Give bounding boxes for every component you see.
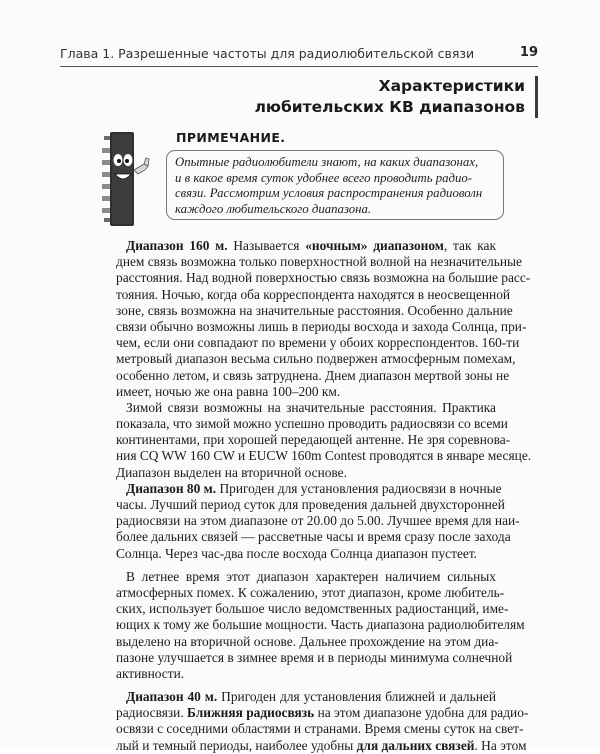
band-80m-heading: Диапазон 80 м. [126,480,217,496]
paragraph-80m-line: радиосвязи на этом диапазоне от 20.00 до 5.00. Лучшее время для наи- [116,513,520,529]
paragraph-winter-line: ния CQ WW 160 CW и EUCW 160m Contest проводятся в январе месяце. [116,448,532,464]
mascot-resistor-icon [96,126,154,232]
section-heading-line-1: Характеристики [378,77,525,95]
paragraph-summer-line: атмосферных помех. К сожалению, этот диапазон, кроме любитель- [116,584,505,600]
night-band-term: «ночным» диапазоном [305,238,444,253]
paragraph-winter-line: показала, что зимой можно успешно проводить радиосвязи со всеми [116,416,508,432]
section-heading [225,76,538,118]
paragraph-summer-line: активности. [116,665,185,681]
note-label: ПРИМЕЧАНИЕ. [176,130,286,145]
paragraph-80m-line: более дальних связей — рассветные часы и время сразу после захода [116,529,511,545]
paragraph-winter-line: Диапазон выделен на вторичной основе. [116,464,347,480]
paragraph-summer-line: ских, использует большое число ведомственных радиостанций, име- [116,601,509,617]
paragraph-160m-line: Диапазон 160 м. Называется «ночным» диапазоном, так как [126,238,497,253]
note-line: Опытные радиолюбители знают, на каких диапазонах, [175,155,479,169]
chapter-title: Глава 1. Разрешенные частоты для радиолюбительской связи [60,46,475,61]
paragraph-40m-line: лый и темный периоды, наиболее удобны для дальних связей. На этом [116,737,527,753]
paragraph-summer-line: В летнее время этот диапазон характерен наличием сильных [126,568,496,584]
note-box [166,150,504,220]
band-40m-heading: Диапазон 40 м. [126,689,218,705]
paragraph-80m-line: Солнца. Через час-два после восхода Солнца диапазон пустеет. [116,545,478,561]
paragraph-winter-line: Зимой связи возможны на значительные расстояния. Практика [126,399,496,415]
paragraph-160m-line: особенно летом, и связь затруднена. Днем диапазон мертвой зоны не [116,367,510,383]
paragraph-160m-line: связи обычно возможны лишь в периоды восхода и захода Солнца, при- [116,318,527,334]
paragraph-40m-line: радиосвязи. Ближняя радиосвязь на этом диапазоне удобна для радио- [116,705,529,721]
paragraph-summer-line: выделено на вторичной основе. Дальнее прохождение на этом диа- [116,633,499,649]
note-line: и в какое время суток удобнее всего проводить радио- [175,170,473,185]
paragraph-summer-line: пазоне улучшается в зимнее время и в периоды минимума солнечной [116,649,513,665]
note-line: связи. Рассмотрим условия распространения радиоволн [175,186,483,201]
paragraph-summer-line: ющих к тому же большие мощности. Часть диапазона радиолюбителям [116,617,525,633]
body-text [116,238,532,754]
paragraph-80m-line: часы. Лучший период суток для проведения дальней двухсторонней [116,497,505,512]
page-number: 19 [519,45,538,60]
running-header [60,44,538,67]
section-heading-line-2: любительских КВ диапазонов [254,98,525,116]
paragraph-160m-line: метровый диапазон весьма сильно подвержен атмосферным помехам, [116,351,516,367]
paragraph-160m-line: зоне, связь возможна на значительные расстояния. Особенно дальние [116,302,513,318]
paragraph-160m-line: расстояния. Над водной поверхностью связь возможна на большие расс- [116,270,531,286]
near-radio-term: Ближняя радиосвязь [187,705,315,721]
paragraph-160m-line: днем связь возможна только поверхностной волной на незначительные [116,254,522,270]
long-distance-term: для дальних связей [356,737,475,753]
note-line: каждого любительского диапазона. [175,201,372,216]
paragraph-40m-line: Диапазон 40 м. Пригоден для установления ближней и дальней [126,689,496,705]
paragraph-160m-line: тояния. Ночью, когда оба корреспондента находятся в неосвещенной [116,286,511,302]
paragraph-40m-line: освязи с соседними областями и странами. Время смены суток на свет- [116,721,524,737]
paragraph-160m-line: имеет, ночью же она равна 100–200 км. [116,383,341,399]
paragraph-160m-line: чем, если они совпадают по времени у обоих корреспондентов. 160-ти [116,335,520,351]
paragraph-80m-line: Диапазон 80 м. Пригоден для установления радиосвязи в ночные [126,480,502,496]
paragraph-winter-line: континентами, при хорошей передающей антенне. Не зря соревнова- [116,432,511,448]
band-160m-heading: Диапазон 160 м. [126,238,228,253]
